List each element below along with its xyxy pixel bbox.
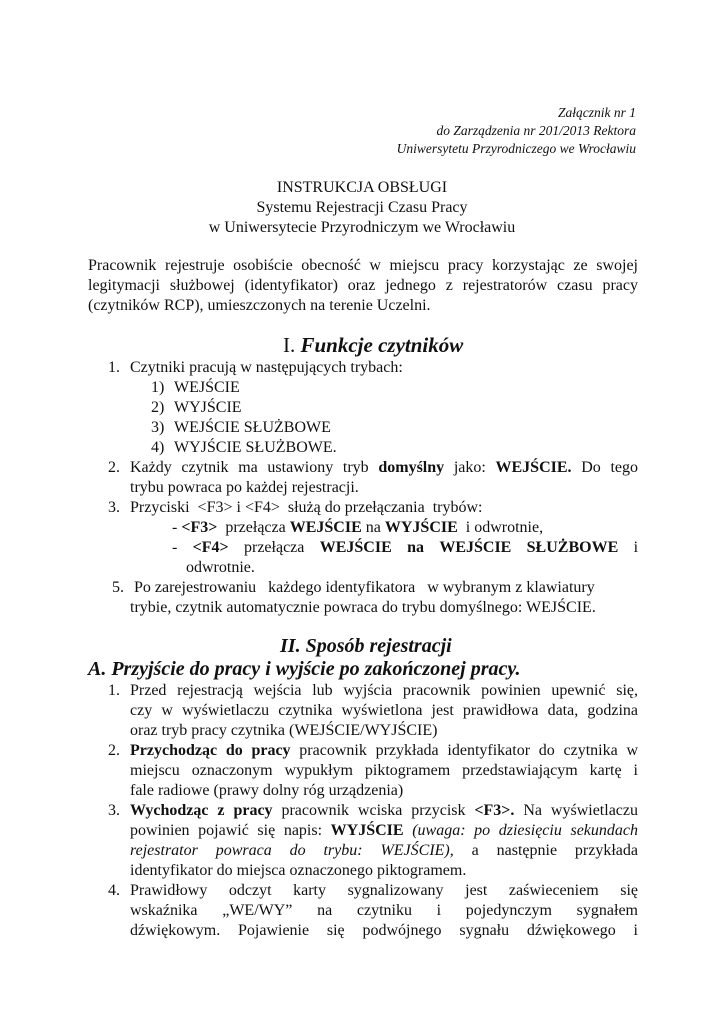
text-run: pracownik wciska przycisk [272, 802, 475, 819]
list-item-continuation: trybie, czytnik automatycznie powraca do trybu domyślnego: WEJŚCIE. [130, 599, 596, 616]
mode-item: WYJŚCIE SŁUŻBOWE. [174, 439, 337, 456]
text-run-bold: WEJŚCIE [319, 539, 392, 556]
attachment-line-2: do Zarządzenia nr 201/2013 Rektora [436, 123, 636, 138]
list-item-continuation [130, 841, 638, 861]
sub-item [172, 538, 638, 558]
text-run-bold: WEJŚCIE [289, 519, 362, 536]
list-item-continuation: miejscu oznaczonym wypukłym piktogramem przedstawiającym kartę i [130, 762, 638, 779]
sub-item-continuation: odwrotnie. [186, 559, 255, 576]
document-title: INSTRUKCJA OBSŁUGI [276, 179, 448, 196]
attachment-line-1: Załącznik nr 1 [557, 105, 636, 120]
text-run: a następnie przykłada [453, 842, 638, 859]
list-number: 4. [108, 882, 120, 899]
text-run: powinien pojawić się napis: [130, 822, 331, 839]
text-run: i [633, 539, 639, 556]
list-item [130, 801, 638, 821]
section-2-subheading: A. Przyjście do pracy i wyjście po zakończonej pracy. [88, 658, 521, 680]
text-run: Na wyświetlaczu [514, 802, 638, 819]
list-item-continuation: trybu powraca po każdej rejestracji. [130, 479, 359, 496]
list-item-continuation: oraz tryb pracy czytnika (WEJŚCIE/WYJŚCIE) [130, 722, 438, 739]
list-item-continuation [130, 821, 638, 841]
dash: - [172, 539, 178, 556]
mode-item: WEJŚCIE SŁUŻBOWE [174, 419, 331, 436]
text-run-bold: WYJŚCIE [384, 519, 458, 536]
mode-number: 3) [151, 419, 165, 436]
list-number: 3. [108, 499, 120, 516]
document-subtitle-2: w Uniwersytecie Przyrodniczym we Wrocławiu [208, 219, 516, 236]
list-item-continuation: wskaźnika „WE/WY” na czytniku i pojedynczym sygnałem [130, 902, 638, 919]
intro-line: Pracownik rejestruje osobiście obecność w miejscu pracy korzystając ze swojej [88, 257, 638, 274]
mode-item: WYJŚCIE [174, 399, 242, 416]
list-item-continuation: fale radiowe (prawy dolny róg urządzenia) [130, 782, 404, 799]
list-number: 2. [108, 459, 120, 476]
text-run-italic: rejestrator powraca do trybu: WEJŚCIE), [130, 842, 454, 859]
list-number: 5. [112, 579, 124, 596]
text-run: Każdy czytnik ma ustawiony tryb [130, 459, 379, 476]
mode-number: 2) [151, 399, 165, 416]
section-1-numeral: I. [283, 333, 296, 357]
section-1-heading [283, 333, 463, 357]
text-run: na [361, 519, 385, 536]
list-item: Przed rejestracją wejścia lub wyjścia pracownik powinien upewnić się, [130, 682, 638, 699]
section-1-title: Funkcje czytników [300, 333, 464, 357]
intro-line: legitymacji służbowej (identyfikator) oraz jednego z rejestratorów czasu pracy [88, 277, 638, 294]
list-item: Przyciski <F3> i <F4> służą do przełączania trybów: [130, 499, 483, 516]
list-item: Po zarejestrowaniu każdego identyfikatora w wybranym z klawiatury [134, 579, 595, 596]
text-run: jako: [444, 459, 496, 476]
document-subtitle-1: Systemu Rejestracji Czasu Pracy [256, 199, 468, 216]
dash: - [172, 519, 182, 536]
list-number: 1. [108, 682, 120, 699]
text-run-bold: WEJŚCIE SŁUŻBOWE [439, 539, 619, 556]
mode-number: 4) [151, 439, 165, 456]
list-item [130, 458, 638, 478]
list-item-continuation: dźwiękowym. Pojawienie się podwójnego sygnału dźwiękowego i [130, 922, 638, 939]
mode-item: WEJŚCIE [174, 379, 240, 396]
list-item: Prawidłowy odczyt karty sygnalizowany jest zaświeceniem się [130, 882, 638, 899]
text-run: przełącza [217, 519, 290, 536]
text-run: Do tego [571, 459, 638, 476]
key-label: <F3>. [474, 802, 515, 819]
text-run-bold: WYJŚCIE [330, 822, 404, 839]
mode-number: 1) [151, 379, 165, 396]
text-run-bold: WEJŚCIE. [495, 459, 572, 476]
text-run-bold: Przychodząc do pracy [130, 742, 291, 759]
intro-line: (czytników RCP), umieszczonych na terenie Uczelni. [88, 297, 431, 314]
sub-item [172, 518, 543, 538]
list-number: 2. [108, 742, 120, 759]
list-item-continuation: identyfikator do miejsca oznaczonego piktogramem. [130, 862, 467, 879]
list-number: 3. [108, 802, 120, 819]
attachment-line-3: Uniwersytetu Przyrodniczego we Wrocławiu [396, 141, 636, 156]
text-run-bold: domyślny [378, 459, 445, 476]
text-run-italic: (uwaga: po dziesięciu sekundach [403, 822, 639, 839]
list-item-continuation: czy w wyświetlaczu czytnika wyświetlona jest prawidłowa data, godzina [130, 702, 638, 719]
key-label: <F3> [181, 519, 218, 536]
list-item: Czytniki pracują w następujących trybach: [130, 359, 403, 376]
text-run: przełącza [244, 539, 305, 556]
text-run-bold: Wychodząc z pracy [130, 802, 273, 819]
text-run: i odwrotnie, [457, 519, 544, 536]
list-number: 1. [108, 359, 120, 376]
section-2-heading: II. Sposób rejestracji [280, 635, 452, 657]
list-item [130, 741, 638, 761]
text-run-bold: na [407, 539, 424, 556]
text-run: pracownik przykłada identyfikator do czytnika w [290, 742, 639, 759]
key-label: <F4> [192, 539, 229, 556]
